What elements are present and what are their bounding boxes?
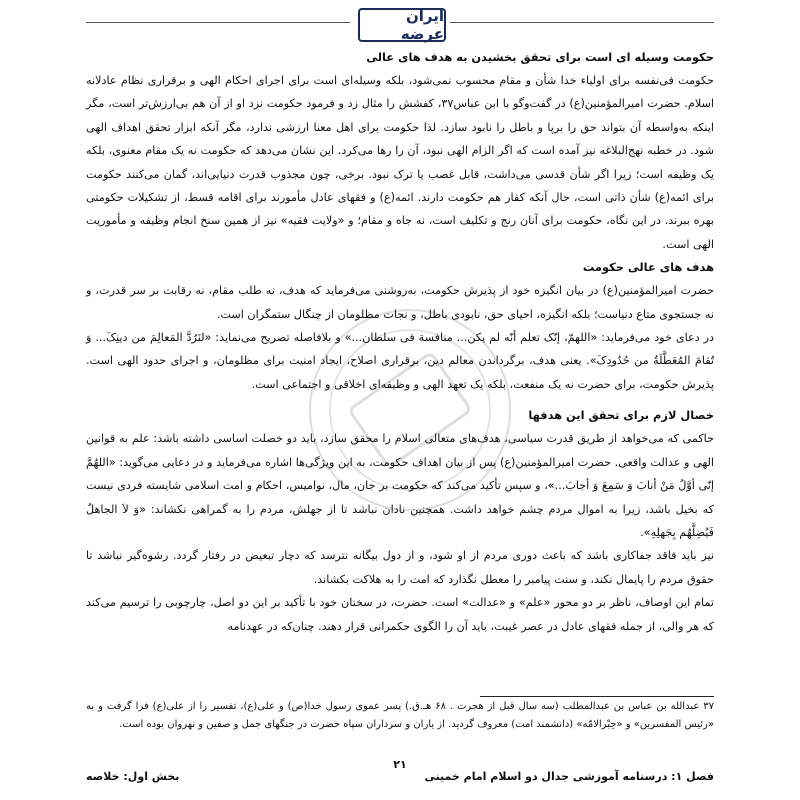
part-title: بخش اول: خلاصه: [86, 770, 180, 783]
section-heading: هدف های عالی حکومت: [582, 260, 714, 275]
paragraph: حاکمی که می‌خواهد از طریق قدرت سیاسی، هدف‌های متعالی اسلام را محقق سازد، باید دو خصلت اساسی داشته باشد: علم به قوانین الهی و عدالت واقعی. حضرت امیرالمؤمنین(ع) پس از بیان اهداف حکومت، به این ویژگی‌ها اشاره می‌فرماید و در دعایی می‌گوید: «اللهُمَّ إنّی أوَّلُ مَنْ أنابَ وَ سَمِعَ وَ أجابَ...»، و سپس تأکید می‌کند که حکومت بر جان، مال، نوامیس، احکام و امت اسلامی شایسته فردی نیست که بخیل باشد، زیرا به اموال مردم چشم خواهد داشت. همچنین نادان نباشد تا از جهلش، مردم را به گمراهی نکشاند: «وَ لاَ الجاهلُ فَیُضِلَّهُم بِجَهلِهِ».: [86, 432, 714, 539]
header-rule-left: [86, 22, 350, 23]
page-footer: [86, 758, 714, 786]
footnote: ۳۷ عبدالله بن عباس بن عبدالمطلب (سه سال قبل از هجرت . ۶۸ هـ.ق.) پسر عموی رسول خدا(ص) و علی(ع)، تفسیر را از علی(ع) فرا گرفت و به «رئیس المفسرین» و «حِبْرالامّه» (دانشمند امت) معروف گردید. از یاران و سرداران سپاه حضرت در جنگهای جمل و صفین و نهروان بوده است.: [86, 701, 714, 730]
publisher-logo: [358, 8, 446, 42]
page-number: ۲۱: [393, 758, 407, 771]
paragraph: حضرت امیرالمؤمنین(ع) در بیان انگیزه خود از پذیرش حکومت، به‌روشنی می‌فرماید که هدف، نه طلب مقام، نه رقابت بر سر قدرت، و نه جستجوی متاع دنیاست؛ بلکه انگیزه، احیای حق، نابودی باطل، و نجات مظلومان از چنگال ستمگران است.: [86, 284, 714, 321]
spacer: [86, 396, 714, 404]
section-heading: حکومت وسیله ای است برای تحقق بخشیدن به هدف های عالی: [366, 50, 714, 64]
paragraph: نیز باید فاقد جفاکاری باشد که باعث دوری مردم از او شود، و از دول بیگانه نترسد که دچار تبعیض در رفتار گردد. رشوه‌گیر نباشد تا حقوق مردم را پایمال نکند، و سنت پیامبر را معطل نگذارد که امت را به هلاکت بکشاند.: [86, 549, 714, 586]
paragraph: در دعای خود می‌فرماید: «اللهمّ، إنّک تعلم أنّه لم یکن... منافسة فی سلطان...» و بلافاصله تصریح می‌نماید: «لنَرُدَّ المَعالِمَ من دینِکَ... وَ تُقامَ المُعَطَّلَةُ من حُدُودِکَ». یعنی هدف، برگرداندن معالم دین، برقراری اصلاح، ایجاد امنیت برای مظلومان، و اجرای حدود الهی است. پذیرش حکومت، برای حضرت نه یک منفعت، بلکه یک تعهد الهی و وظیفه‌ای اخلاقی و اجتماعی است.: [86, 331, 714, 391]
footnote-rule: [480, 696, 714, 697]
paragraph: تمام این اوصاف، ناظر بر دو محور «علم» و «عدالت» است. حضرت، در سخنان خود با تأکید بر این دو اصل، چارچوبی را ترسیم می‌کند که هر والی، از جمله فقهای عادل در عصر غیبت، باید آن را الگوی حکمرانی قرار دهند. چنان‌که در عهدنامه: [86, 596, 714, 633]
header-rule-right: [450, 22, 714, 23]
chapter-title: فصل ۱: درسنامه آموزشی جدال دو اسلام امام خمینی: [424, 770, 714, 783]
section-heading: خصال لازم برای تحقق این هدفها: [528, 408, 714, 423]
logo-text: ایران عرضه: [400, 7, 444, 43]
main-text: [86, 46, 714, 638]
paragraph: حکومت فی‌نفسه برای اولیاء خدا شأن و مقام محسوب نمی‌شود، بلکه وسیله‌ای است برای اجرای احکام الهی و برقراری نظام عادلانه اسلام. حضرت امیرالمؤمنین(ع) در گفت‌وگو با ابن عباس۳۷، کفشش را مثال زد و فرمود حکومت نزد او از آن هم بی‌ارزش‌تر است، مگر اینکه به‌واسطه آن بتواند حق را برپا و باطل را نابود سازد. لذا حکومت برای اهل معنا ارزشی ندارد، مگر آنکه ابزار تحقق اهداف الهی شود. در خطبه نهج‌البلاغه نیز آمده است که اگر الزام الهی نبود، آن را رها می‌کرد. این نشان می‌دهد که حکومت نه یک مقام معنوی، بلکه یک وظیفه است؛ زیرا اگر شأن قدسی می‌داشت، قابل غصب یا ترک نبود. برخی، چون مجذوب قدرت دنیایی‌اند، گمان می‌کنند حکومت برای ائمه(ع) شأن ذاتی است، حال آنکه کفار هم حکومت دارند. ائمه(ع) و فقهای عادل مأمورند برای اقامه قسط، از تشکیلات حکومتی بهره ببرند. در این نگاه، حکومت برای آنان رنج و تکلیف است، نه جاه و مقام؛ و «ولایت فقیه» نیز از همین سنخ انجام وظیفه و مأموریت الهی است.: [86, 74, 714, 251]
